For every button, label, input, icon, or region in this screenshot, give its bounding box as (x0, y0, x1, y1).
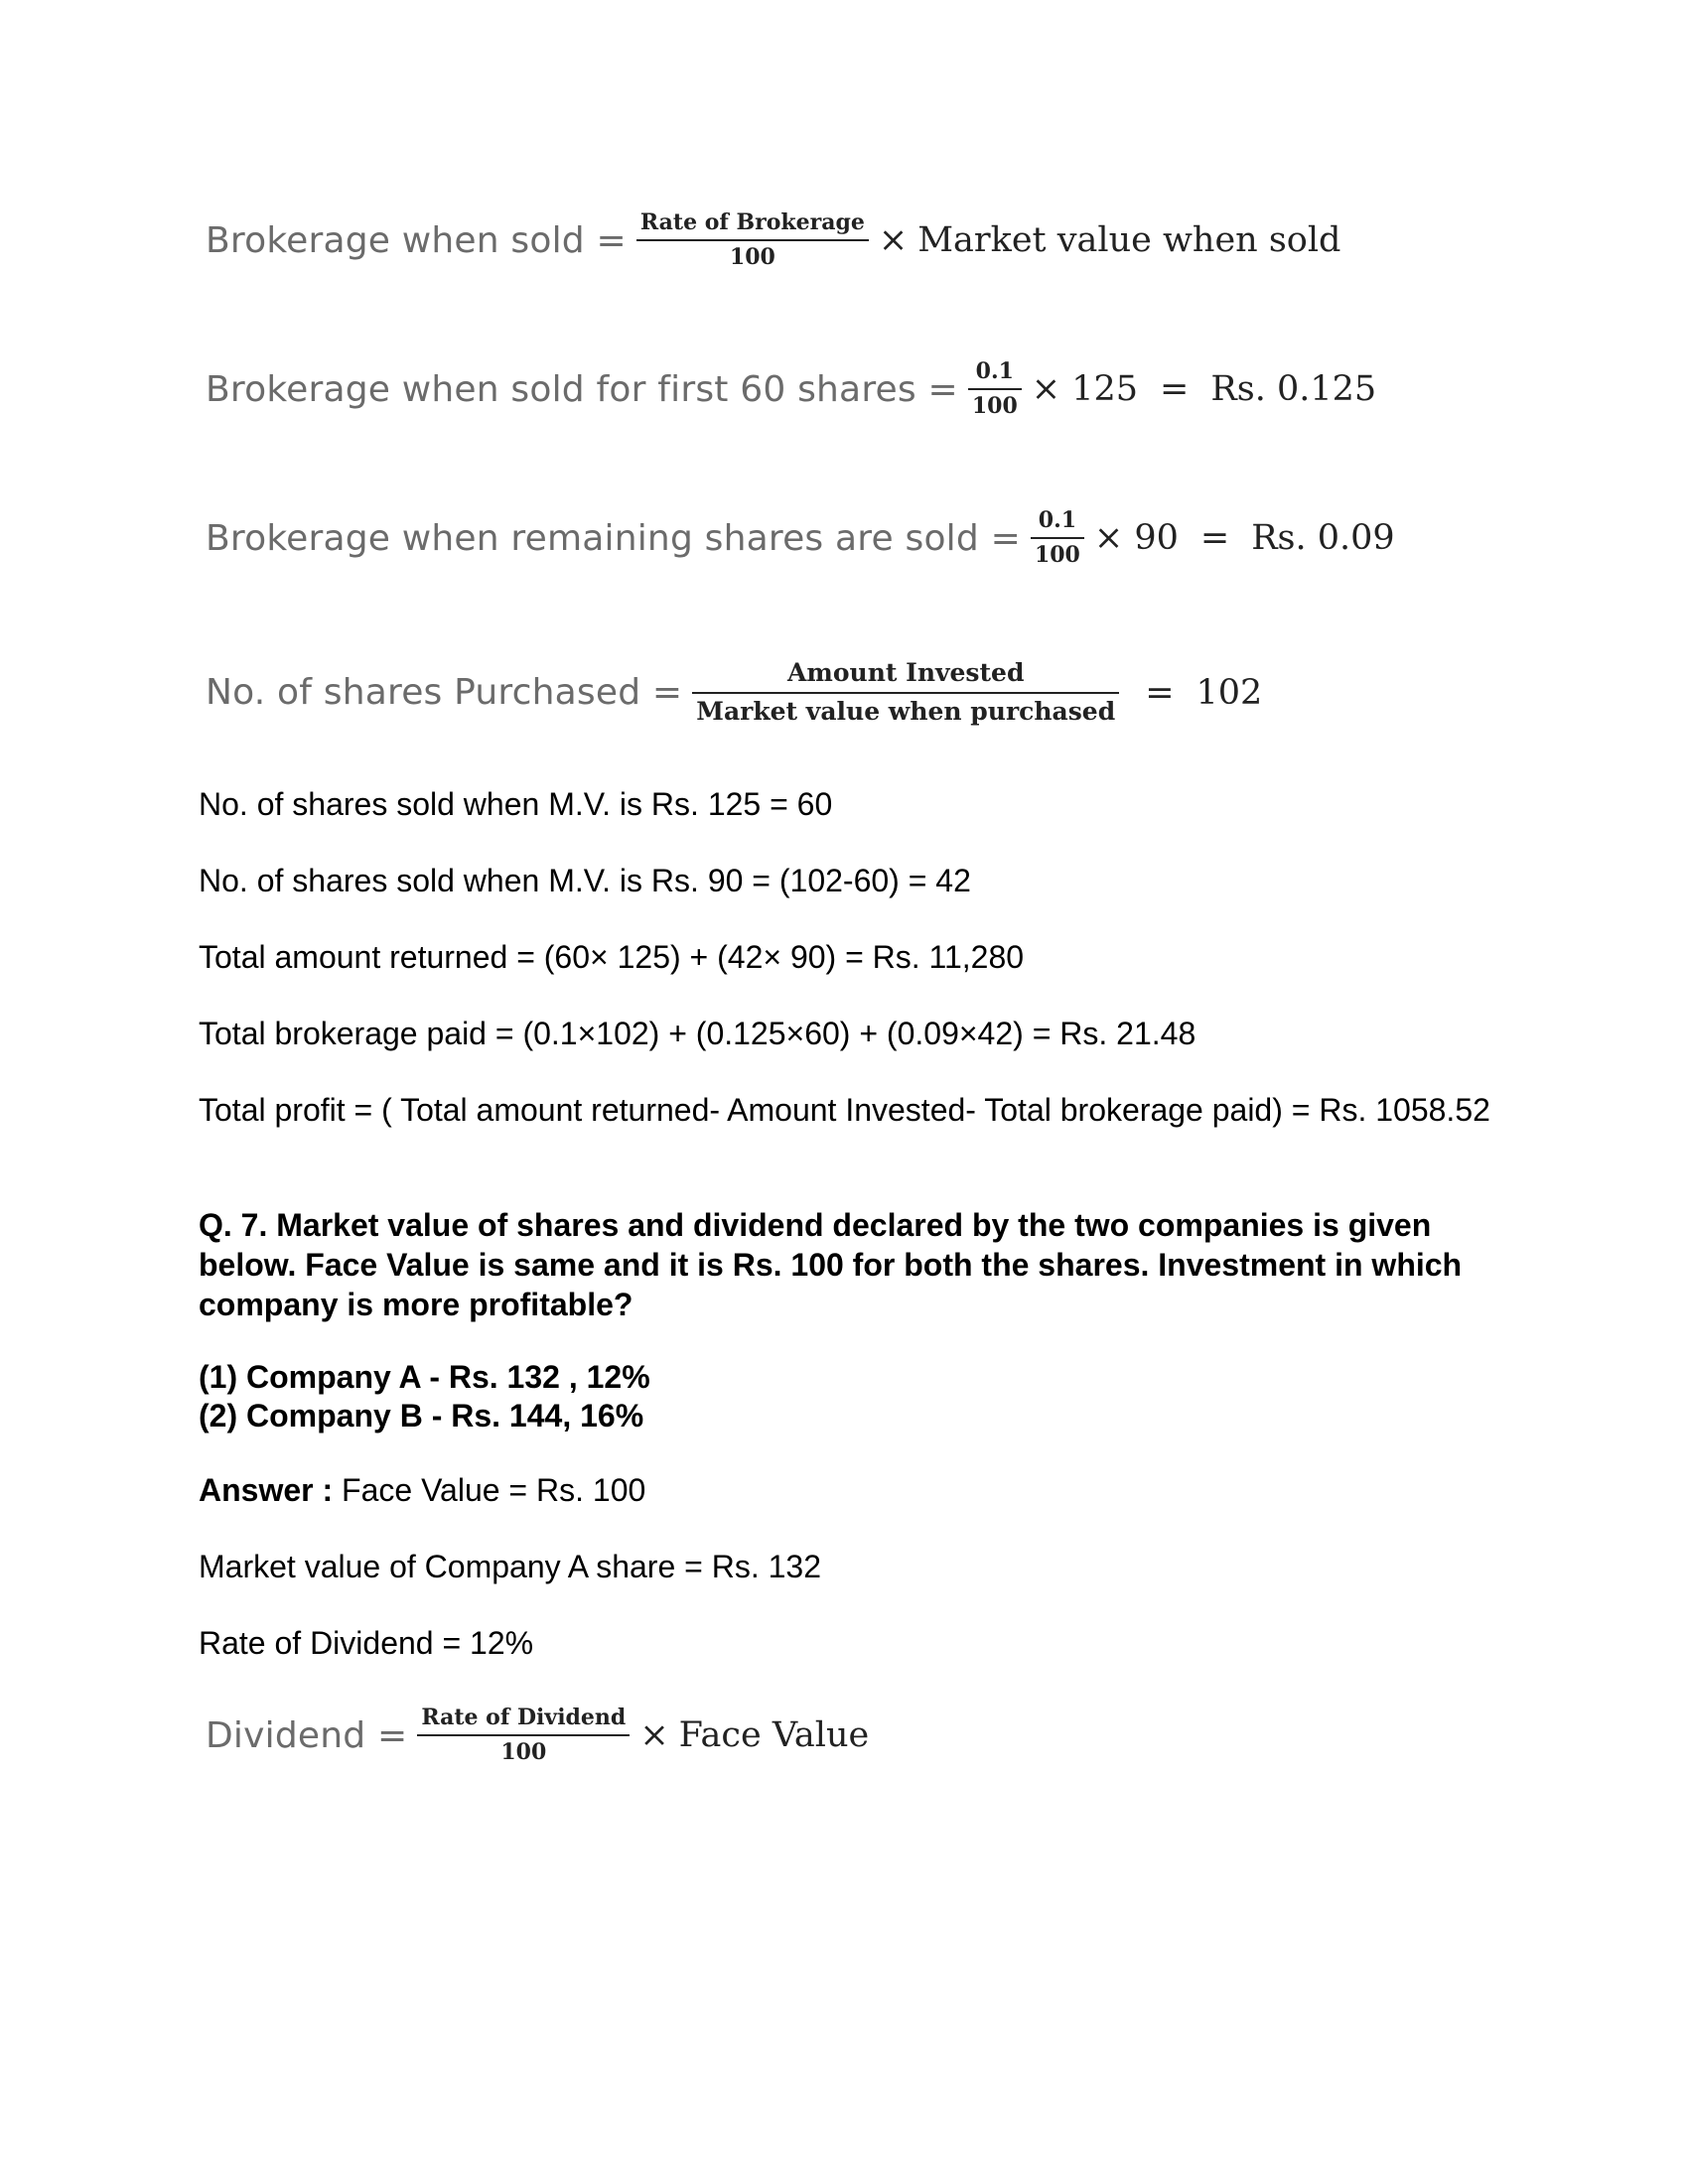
formula-result: Rs. 0.125 (1210, 369, 1377, 410)
formula-brokerage-when-sold (206, 210, 1340, 271)
question-option-2: (2) Company B - Rs. 144, 16% (199, 1398, 644, 1433)
fraction-bar (636, 239, 869, 241)
formula-lhs: Brokerage when sold = (206, 219, 627, 261)
fraction-denominator: 100 (500, 1739, 547, 1766)
fraction-numerator: 0.1 (1038, 507, 1077, 533)
formula-lhs: Brokerage when remaining shares are sold = (206, 517, 1021, 559)
formula-lhs: No. of shares Purchased = (206, 672, 683, 714)
fraction (1031, 508, 1084, 569)
formula-result: 102 (1196, 672, 1263, 713)
line-total-brokerage-paid: Total brokerage paid = (0.1×102) + (0.125×60) + (0.09×42) = Rs. 21.48 (199, 1016, 1196, 1051)
formula-rhs: Market value when sold (917, 220, 1341, 261)
fraction (636, 210, 869, 271)
formula-brokerage-first-60 (206, 359, 1376, 420)
answer-line-1 (199, 1470, 1499, 1510)
times-sign: × (639, 1715, 669, 1756)
fraction-bar (1031, 537, 1084, 539)
question-option-1: (1) Company A - Rs. 132 , 12% (199, 1359, 650, 1395)
equals-sign: = (1145, 672, 1175, 713)
formula-shares-purchased (206, 659, 1262, 727)
answer-line-3: Rate of Dividend = 12% (199, 1625, 534, 1661)
times-sign: × (878, 220, 909, 261)
fraction-numerator: Rate of Brokerage (639, 209, 865, 235)
fraction-bar (417, 1734, 630, 1736)
fraction-numerator: Amount Invested (787, 658, 1025, 687)
fraction-denominator: 100 (971, 393, 1018, 420)
fraction (692, 659, 1119, 727)
answer-line-2: Market value of Company A share = Rs. 132 (199, 1549, 821, 1584)
answer-label: Answer : (199, 1472, 334, 1508)
formula-lhs: Brokerage when sold for first 60 shares = (206, 368, 958, 410)
fraction-numerator: 0.1 (975, 358, 1014, 384)
fraction-numerator: Rate of Dividend (421, 1705, 627, 1730)
fraction (417, 1706, 630, 1766)
multiplier: × 90 (1093, 518, 1179, 559)
question-text: Q. 7. Market value of shares and dividend declared by the two companies is given below. Face Value is same and it is Rs. 100 for both the shares. Investment in which company is more profitable? (199, 1207, 1463, 1322)
formula-dividend (206, 1706, 869, 1766)
answer-face-value: Face Value = Rs. 100 (333, 1472, 646, 1508)
line-total-profit: Total profit = ( Total amount returned- Amount Invested- Total brokerage paid) = Rs. 1058.52 (199, 1092, 1490, 1128)
fraction-denominator: 100 (729, 244, 775, 271)
multiplier: × 125 (1031, 369, 1139, 410)
equals-sign: = (1199, 518, 1230, 559)
equals-sign: = (1160, 369, 1190, 410)
line-total-amount-returned: Total amount returned = (60× 125) + (42× 90) = Rs. 11,280 (199, 939, 1025, 975)
line-shares-sold-90: No. of shares sold when M.V. is Rs. 90 = (102-60) = 42 (199, 863, 971, 898)
formula-rhs: Face Value (678, 1715, 870, 1756)
formula-lhs: Dividend = (206, 1714, 408, 1756)
fraction-bar (968, 388, 1022, 390)
fraction-denominator: Market value when purchased (696, 696, 1116, 726)
formula-result: Rs. 0.09 (1251, 518, 1395, 559)
fraction (968, 359, 1022, 420)
formula-brokerage-remaining (206, 508, 1395, 569)
fraction-denominator: 100 (1034, 542, 1080, 569)
line-shares-sold-125: No. of shares sold when M.V. is Rs. 125 = 60 (199, 786, 833, 822)
fraction-bar (692, 692, 1119, 694)
